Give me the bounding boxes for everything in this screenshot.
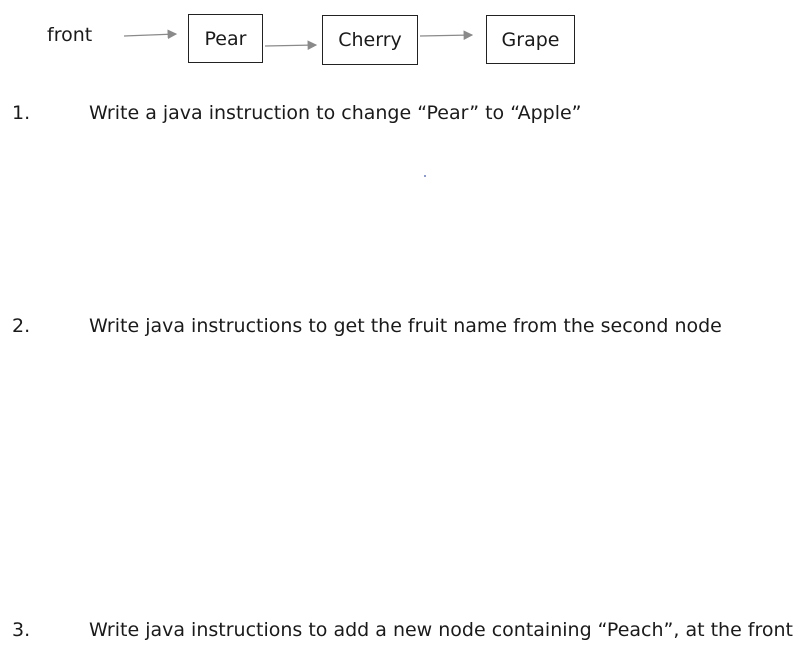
node-cherry — [322, 15, 418, 65]
question-number: 3. — [12, 619, 31, 641]
question-3 — [0, 617, 805, 647]
question-1 — [0, 100, 805, 130]
linked-list-diagram — [0, 0, 805, 80]
node-grape — [486, 15, 575, 64]
question-number: 1. — [12, 102, 31, 124]
front-to-pear-arrow — [124, 34, 176, 36]
question-text: Write java instructions to get the fruit name from the second node — [89, 315, 722, 337]
pear-to-cherry-arrow — [265, 45, 316, 46]
node-label: Cherry — [338, 29, 402, 51]
node-label: Grape — [501, 28, 560, 51]
cherry-to-grape-arrow — [420, 35, 472, 36]
scan-speck — [424, 175, 426, 177]
question-2 — [0, 313, 805, 343]
question-text: Write a java instruction to change “Pear” to “Apple” — [89, 102, 582, 124]
front-label: front — [47, 24, 93, 46]
node-pear — [188, 14, 263, 63]
question-text: Write java instructions to add a new node containing “Peach”, at the front — [89, 619, 794, 641]
node-label: Pear — [204, 27, 247, 50]
question-number: 2. — [12, 315, 31, 337]
